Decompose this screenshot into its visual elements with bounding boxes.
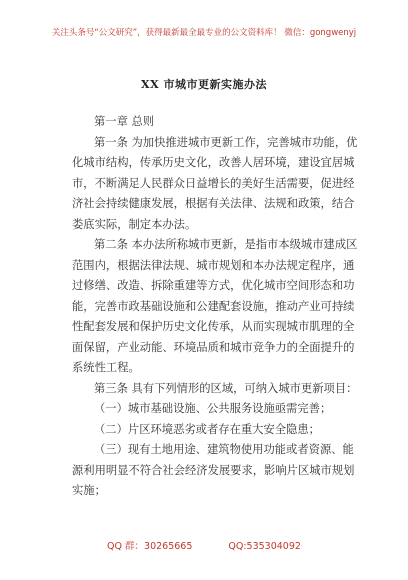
header-promo-note: 关注头条号“公文研究”，获得最新最全最专业的公文资料库！ 微信：gongwenyj [51, 28, 357, 38]
document-title: XX 市城市更新实施办法 [141, 78, 267, 91]
article-1 [72, 133, 358, 236]
article-1-line: 化城市结构，传承历史文化，改善人居环境，建设宜居城 [72, 156, 355, 169]
document-body [72, 112, 358, 502]
footer-contact [0, 538, 408, 552]
article-3-intro: 第三条 具有下列情形的区域，可纳入城市更新项目： [94, 381, 358, 395]
article-1-line: 济社会持续健康发展，根据有关法律、法规和政策，结合 [72, 197, 355, 210]
article-2-line: 性配套发展和保护历史文化传承，从而实现城市肌理的全 [72, 320, 355, 333]
article-1-line: 娄底实际，制定本办法。 [72, 217, 197, 231]
article-2-line: 范围内，根据法律法规、城市规划和本办法规定程序，通 [72, 258, 355, 272]
article-2-line: 面保留，产业动能、环境品质和城市竞争力的全面提升的 [72, 340, 355, 354]
chapter-heading: 第一章 总则 [94, 115, 155, 128]
footer-qq-number: QQ:535304092 [228, 541, 301, 552]
article-3-item: （二）片区环境恶劣或者存在重大安全隐患； [94, 422, 320, 436]
article-2-line: 系统性工程。 [72, 361, 140, 374]
article-2-line: 第二条 本办法所称城市更新，是指市本级城市建成区 [94, 238, 358, 251]
article-3-item-3-line: 实施； [72, 484, 106, 497]
article-1-line: 第一条 为加快推进城市更新工作，完善城市功能，优 [94, 135, 358, 149]
article-3-item-3-line: 源利用明显不符合社会经济发展要求，影响片区城市规划 [72, 463, 355, 477]
article-2-line: 能，完善市政基础设施和公建配套设施，推动产业可持续 [72, 299, 355, 313]
article-3 [72, 379, 358, 502]
article-2-line: 过修缮、改造、拆除重建等方式，优化城市空间形态和功 [72, 279, 355, 292]
article-1-line: 市，不断满足人民群众日益增长的美好生活需要，促进经 [72, 176, 355, 190]
footer-qq-group: QQ 群：30265665 [107, 541, 193, 552]
article-3-item-3-line: （三）现有土地用途、建筑物使用功能或者资源、能 [94, 443, 354, 456]
article-3-item: （一）城市基础设施、公共服务设施亟需完善； [94, 402, 332, 415]
article-2 [72, 235, 358, 379]
